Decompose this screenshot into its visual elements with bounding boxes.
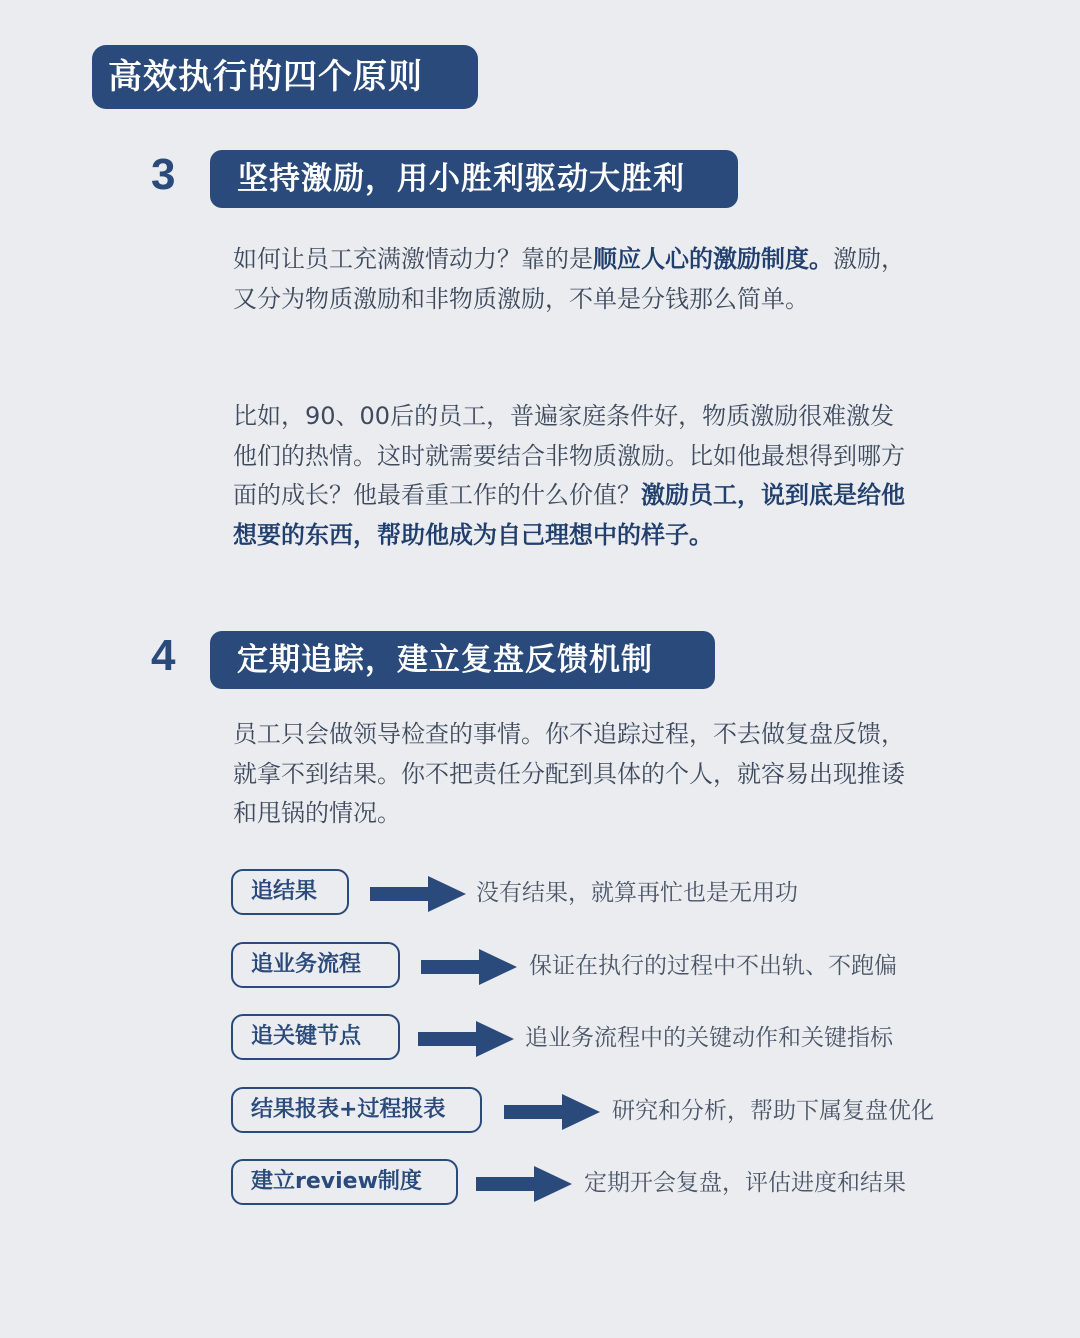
page-title: 高效执行的四个原则	[92, 45, 478, 109]
body-text: 员工只会做领导检查的事情。你不追踪过程，不去做复盘反馈，就拿不到结果。你不把责任分配到具体的个人，就容易出现推诿和甩锅的情况。	[233, 720, 905, 827]
right-arrow-icon	[370, 876, 466, 912]
body-text: 如何让员工充满激情动力？靠的是	[233, 245, 593, 273]
tracking-label: 结果报表+过程报表	[231, 1087, 482, 1133]
tracking-description: 研究和分析，帮助下属复盘优化	[612, 1098, 934, 1124]
right-arrow-icon	[476, 1166, 572, 1202]
tracking-description: 保证在执行的过程中不出轨、不跑偏	[529, 953, 897, 979]
tracking-label: 追结果	[231, 869, 349, 915]
emphasis-text: 激励员工，说到底是给他想要的东西，帮助他成为自己理想中的样子。	[233, 481, 905, 549]
section-4-number: 4	[151, 631, 176, 680]
right-arrow-icon	[504, 1094, 600, 1130]
tracking-label: 追业务流程	[231, 942, 400, 988]
section-3-paragraph-2	[233, 397, 913, 555]
tracking-label: 建立review制度	[231, 1159, 458, 1205]
emphasis-text: 顺应人心的激励制度。	[593, 245, 833, 273]
body-text: 比如，90、00后的员工，普遍家庭条件好，物质激励很难激发他们的热情。这时就需要结合非物质激励。比如他最想得到哪方面的成长？他最看重工作的什么价值？	[233, 402, 905, 509]
section-3-number: 3	[151, 150, 176, 199]
tracking-label: 追关键节点	[231, 1014, 400, 1060]
section-3-heading: 坚持激励，用小胜利驱动大胜利	[210, 150, 738, 208]
tracking-description: 追业务流程中的关键动作和关键指标	[525, 1025, 893, 1051]
tracking-description: 定期开会复盘，评估进度和结果	[584, 1170, 906, 1196]
section-4-paragraph-1	[233, 715, 923, 834]
body-text: 激励，又分为物质激励和非物质激励，不单是分钱那么简单。	[233, 245, 905, 313]
section-3-paragraph-1	[233, 240, 913, 319]
tracking-description: 没有结果，就算再忙也是无用功	[476, 880, 798, 906]
right-arrow-icon	[418, 1021, 514, 1057]
right-arrow-icon	[421, 949, 517, 985]
section-4-heading: 定期追踪，建立复盘反馈机制	[210, 631, 715, 689]
